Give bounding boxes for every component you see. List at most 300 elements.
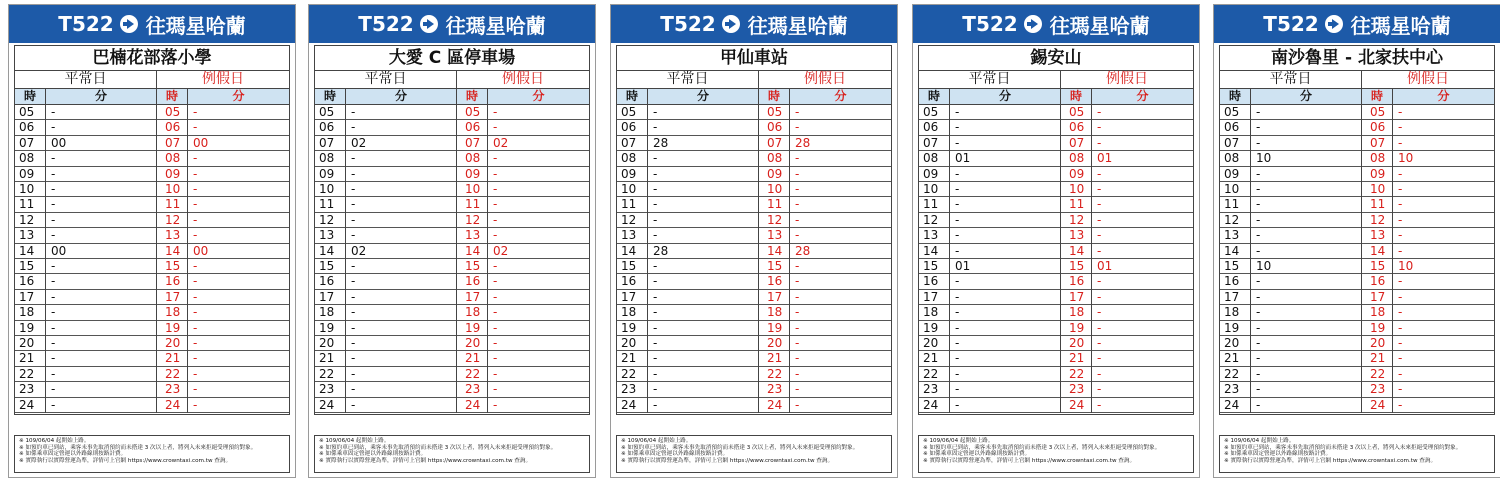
holiday-hour: 05	[767, 105, 783, 119]
holiday-hour: 06	[1370, 120, 1386, 135]
hour-row	[315, 197, 589, 212]
hour-row	[15, 151, 289, 166]
hour-row	[1220, 244, 1494, 259]
weekday-minutes: -	[1256, 397, 1261, 412]
weekday-minutes: -	[653, 166, 658, 181]
weekday-minutes: -	[51, 336, 56, 350]
weekday-minutes: -	[955, 212, 960, 227]
weekday-hour: 13	[319, 228, 335, 243]
holiday-hour: 10	[465, 182, 481, 196]
holiday-minutes: -	[1398, 135, 1403, 150]
holiday-hour: 17	[465, 289, 481, 304]
holiday-minutes: -	[193, 197, 198, 212]
hour-row	[919, 105, 1193, 120]
holiday-hour: 14	[465, 243, 481, 258]
weekday-hour: 20	[319, 336, 335, 350]
holiday-hour: 22	[767, 366, 783, 381]
holiday-minutes: -	[1097, 182, 1102, 196]
weekday-hour: 21	[319, 351, 335, 366]
holiday-hour: 15	[465, 259, 481, 273]
column-header-row	[315, 89, 589, 105]
hour-row	[15, 398, 289, 413]
holiday-hour: 05	[465, 105, 481, 119]
holiday-minutes: -	[1398, 320, 1403, 335]
holiday-minutes: -	[1398, 336, 1403, 350]
weekday-minutes: -	[955, 289, 960, 304]
weekday-hour-header: 時	[927, 89, 940, 103]
weekday-hour: 23	[923, 382, 939, 397]
note-line: ※ 如係乘車固定營運以外路線則按路計費。	[621, 451, 729, 458]
holiday-hour: 12	[165, 212, 181, 227]
weekday-minutes: -	[351, 397, 356, 412]
holiday-minutes: -	[1097, 228, 1102, 243]
holiday-hour: 07	[1370, 135, 1386, 150]
holiday-hour: 06	[165, 120, 181, 135]
arrow-right-icon	[722, 15, 740, 33]
weekday-minutes: -	[351, 120, 356, 135]
hour-row	[315, 336, 589, 351]
weekday-minutes: -	[51, 197, 56, 212]
route-number: T522	[358, 12, 414, 36]
weekday-minutes: -	[51, 305, 56, 320]
holiday-minutes: -	[1097, 397, 1102, 412]
stop-name: 南沙魯里 - 北家扶中心	[1220, 46, 1494, 71]
schedule-table	[918, 45, 1194, 415]
holiday-minutes: -	[1398, 305, 1403, 320]
weekday-minutes: 01	[955, 259, 971, 273]
weekday-hour: 20	[19, 336, 35, 350]
direction-label: 往瑪星哈蘭	[145, 13, 246, 38]
holiday-minutes: 01	[1097, 151, 1113, 166]
holiday-label: 例假日	[502, 71, 544, 87]
timetable-panel	[8, 4, 296, 478]
weekday-minute-header: 分	[94, 89, 107, 103]
holiday-label: 例假日	[202, 71, 244, 87]
holiday-hour: 19	[465, 320, 481, 335]
weekday-minutes: -	[351, 105, 356, 119]
route-number: T522	[962, 12, 1018, 36]
hour-row	[1220, 228, 1494, 243]
weekday-hour: 07	[1224, 135, 1240, 150]
holiday-minutes: -	[1398, 243, 1403, 258]
weekday-minutes: -	[51, 166, 56, 181]
holiday-hour: 15	[1370, 259, 1386, 273]
weekday-hour: 23	[621, 382, 637, 397]
weekday-hour: 20	[923, 336, 939, 350]
weekday-hour: 15	[19, 259, 35, 273]
holiday-minute-header: 分	[532, 89, 545, 103]
holiday-hour: 08	[767, 151, 783, 166]
weekday-hour: 19	[621, 320, 637, 335]
note-line: ※ 如預約車已到站，乘客未事先取消預約而未搭達 3 次以上者，將列入未來拒絕受理預約對象。	[19, 444, 257, 451]
holiday-minutes: -	[795, 166, 800, 181]
holiday-hour: 13	[767, 228, 783, 243]
arrow-right-icon	[120, 15, 138, 33]
holiday-minutes: -	[1097, 120, 1102, 135]
weekday-minutes: -	[1256, 351, 1261, 366]
holiday-hour: 16	[1370, 274, 1386, 289]
weekday-minutes: -	[351, 382, 356, 397]
holiday-minutes: -	[493, 305, 498, 320]
weekday-minutes: -	[351, 259, 356, 273]
weekday-hour: 07	[319, 135, 335, 150]
weekday-minutes: -	[653, 212, 658, 227]
holiday-minutes: -	[193, 397, 198, 412]
weekday-hour: 08	[923, 151, 939, 166]
weekday-minutes: -	[1256, 182, 1261, 196]
hour-row	[315, 382, 589, 397]
holiday-minutes: -	[795, 336, 800, 350]
weekday-hour: 12	[923, 212, 939, 227]
hour-row	[15, 367, 289, 382]
note-line: ※ 實際執行以實際營運為準，詳情可上官網 https://www.crowntaxi.com.tw 查詢。	[923, 457, 1136, 464]
holiday-minutes: -	[493, 336, 498, 350]
timetable-panel	[1213, 4, 1500, 478]
weekday-hour: 09	[19, 166, 35, 181]
weekday-hour: 19	[1224, 320, 1240, 335]
holiday-minutes: -	[1097, 351, 1102, 366]
notes-box	[1219, 435, 1495, 473]
stop-name: 大愛 C 區停車場	[315, 46, 589, 71]
weekday-minutes: -	[653, 289, 658, 304]
hour-row	[1220, 398, 1494, 413]
weekday-minutes: -	[51, 382, 56, 397]
note-line: ※ 如係乘車固定營運以外路線則按路計費。	[319, 451, 427, 458]
holiday-hour: 09	[165, 166, 181, 181]
weekday-hour: 20	[1224, 336, 1240, 350]
column-divider	[1091, 89, 1092, 413]
holiday-label: 例假日	[1407, 71, 1449, 87]
weekday-minutes: -	[653, 228, 658, 243]
holiday-minutes: -	[193, 166, 198, 181]
hour-row	[1220, 136, 1494, 151]
holiday-minutes: -	[193, 351, 198, 366]
holiday-hour: 24	[165, 397, 181, 412]
weekday-minutes: -	[351, 228, 356, 243]
holiday-hour: 19	[1069, 320, 1085, 335]
hour-row	[15, 321, 289, 336]
weekday-label: 平常日	[1220, 70, 1362, 88]
note-line: ※ 實際執行以實際營運為準，詳情可上官網 https://www.crowntaxi.com.tw 查詢。	[621, 457, 834, 464]
holiday-minutes: -	[795, 197, 800, 212]
column-header-row	[1220, 89, 1494, 105]
weekday-hour: 22	[319, 366, 335, 381]
weekday-hour: 13	[1224, 228, 1240, 243]
holiday-hour: 23	[767, 382, 783, 397]
holiday-minutes: -	[795, 259, 800, 273]
weekday-minute-header: 分	[998, 89, 1011, 103]
weekday-hour: 22	[621, 366, 637, 381]
weekday-hour: 14	[923, 243, 939, 258]
hour-row	[617, 367, 891, 382]
arrow-right-icon	[1024, 15, 1042, 33]
hour-row	[15, 290, 289, 305]
column-divider	[187, 89, 188, 413]
hour-row	[315, 259, 589, 274]
hour-row	[919, 182, 1193, 197]
holiday-hour: 22	[1370, 366, 1386, 381]
holiday-hour: 24	[465, 397, 481, 412]
holiday-hour: 14	[165, 243, 181, 258]
weekday-minutes: -	[653, 366, 658, 381]
weekday-hour: 24	[923, 397, 939, 412]
holiday-minutes: -	[193, 120, 198, 135]
holiday-minutes: -	[1097, 336, 1102, 350]
weekday-hour: 24	[1224, 397, 1240, 412]
weekday-hour: 05	[621, 105, 637, 119]
holiday-hour: 05	[1370, 105, 1386, 119]
weekday-minutes: -	[955, 351, 960, 366]
weekday-minutes: -	[51, 228, 56, 243]
hour-row	[15, 120, 289, 135]
weekday-minutes: -	[51, 212, 56, 227]
holiday-hour: 20	[165, 336, 181, 350]
hour-row	[617, 120, 891, 135]
weekday-hour: 10	[1224, 182, 1240, 196]
weekday-hour: 12	[319, 212, 335, 227]
holiday-hour: 18	[165, 305, 181, 320]
holiday-minutes: -	[1097, 197, 1102, 212]
stop-name: 錫安山	[919, 46, 1193, 71]
weekday-minutes: -	[1256, 336, 1261, 350]
weekday-minute-header: 分	[696, 89, 709, 103]
hour-row	[617, 151, 891, 166]
holiday-minutes: 00	[193, 135, 209, 150]
schedule-table	[314, 45, 590, 415]
arrow-right-icon	[1325, 15, 1343, 33]
note-line: ※ 如係乘車固定營運以外路線則按路計費。	[19, 451, 127, 458]
column-divider	[487, 89, 488, 413]
hour-row	[315, 120, 589, 135]
holiday-minutes: -	[1398, 351, 1403, 366]
weekday-hour: 13	[923, 228, 939, 243]
weekday-hour: 08	[1224, 151, 1240, 166]
direction-label: 往瑪星哈蘭	[747, 13, 848, 38]
weekday-hour: 24	[19, 397, 35, 412]
weekday-hour: 16	[19, 274, 35, 289]
column-divider	[1060, 89, 1061, 413]
weekday-hour-header: 時	[323, 89, 336, 103]
holiday-hour: 11	[767, 197, 783, 212]
weekday-minutes: -	[653, 274, 658, 289]
holiday-hour: 06	[767, 120, 783, 135]
hour-row	[315, 351, 589, 366]
holiday-hour: 13	[1069, 228, 1085, 243]
holiday-hour: 10	[165, 182, 181, 196]
weekday-hour: 08	[19, 151, 35, 166]
holiday-minutes: -	[1398, 197, 1403, 212]
weekday-hour: 10	[319, 182, 335, 196]
holiday-minutes: -	[193, 105, 198, 119]
holiday-minutes: -	[493, 289, 498, 304]
holiday-minutes: -	[1398, 166, 1403, 181]
holiday-hour: 10	[767, 182, 783, 196]
weekday-hour: 21	[923, 351, 939, 366]
holiday-hour: 14	[767, 243, 783, 258]
hour-row	[1220, 336, 1494, 351]
hour-row	[15, 213, 289, 228]
weekday-hour: 09	[319, 166, 335, 181]
holiday-minutes: -	[493, 274, 498, 289]
holiday-hour: 21	[1370, 351, 1386, 366]
holiday-hour: 11	[1370, 197, 1386, 212]
column-divider	[1361, 89, 1362, 413]
weekday-hour: 21	[19, 351, 35, 366]
weekday-minutes: -	[955, 120, 960, 135]
hour-row	[617, 182, 891, 197]
note-line: ※ 109/06/04 起開始上路。	[923, 438, 994, 444]
holiday-minutes: -	[1097, 135, 1102, 150]
note-line: ※ 如預約車已到站，乘客未事先取消預約而未搭達 3 次以上者，將列入未來拒絕受理預約對象。	[319, 444, 557, 451]
weekday-hour-header: 時	[625, 89, 638, 103]
column-divider	[156, 89, 157, 413]
column-divider	[1250, 89, 1251, 413]
route-header	[309, 5, 595, 43]
hour-row	[15, 351, 289, 366]
holiday-hour: 16	[165, 274, 181, 289]
weekday-minutes: -	[955, 166, 960, 181]
holiday-minutes: -	[193, 151, 198, 166]
weekday-minutes: -	[351, 274, 356, 289]
route-number: T522	[58, 12, 114, 36]
weekday-hour: 05	[923, 105, 939, 119]
holiday-hour: 13	[465, 228, 481, 243]
note-line: ※ 如預約車已到站，乘客未事先取消預約而未搭達 3 次以上者，將列入未來拒絕受理預約對象。	[621, 444, 859, 451]
hour-row	[919, 305, 1193, 320]
route-header	[1214, 5, 1500, 43]
weekday-hour: 19	[923, 320, 939, 335]
holiday-minutes: -	[795, 105, 800, 119]
weekday-minute-header: 分	[394, 89, 407, 103]
holiday-hour-header: 時	[767, 89, 780, 103]
holiday-minutes: -	[1097, 289, 1102, 304]
weekday-hour: 06	[19, 120, 35, 135]
weekday-hour: 24	[621, 397, 637, 412]
weekday-minutes: -	[1256, 197, 1261, 212]
holiday-minutes: 02	[493, 243, 509, 258]
weekday-minutes: 00	[51, 243, 67, 258]
hour-row	[919, 151, 1193, 166]
hour-row	[617, 290, 891, 305]
note-line: ※ 如預約車已到站，乘客未事先取消預約而未搭達 3 次以上者，將列入未來拒絕受理預約對象。	[923, 444, 1161, 451]
weekday-minutes: -	[1256, 212, 1261, 227]
holiday-hour: 11	[1069, 197, 1085, 212]
holiday-hour: 13	[1370, 228, 1386, 243]
weekday-hour: 06	[1224, 120, 1240, 135]
holiday-minutes: 01	[1097, 259, 1113, 273]
weekday-hour: 11	[621, 197, 637, 212]
weekday-minutes: -	[351, 351, 356, 366]
hour-row	[919, 367, 1193, 382]
weekday-minutes: -	[351, 289, 356, 304]
hour-row	[1220, 182, 1494, 197]
weekday-minutes: -	[1256, 105, 1261, 119]
hour-row	[15, 228, 289, 243]
holiday-label: 例假日	[804, 71, 846, 87]
weekday-minutes: -	[351, 151, 356, 166]
hour-row	[315, 167, 589, 182]
holiday-minutes: -	[493, 259, 498, 273]
day-type-row	[315, 70, 589, 89]
weekday-minutes: -	[653, 336, 658, 350]
hour-row	[15, 167, 289, 182]
holiday-hour: 06	[1069, 120, 1085, 135]
hour-row	[919, 167, 1193, 182]
hour-row	[1220, 305, 1494, 320]
hour-row	[919, 197, 1193, 212]
weekday-minutes: -	[653, 120, 658, 135]
holiday-minutes: -	[193, 289, 198, 304]
weekday-minutes: -	[51, 366, 56, 381]
holiday-hour: 23	[1370, 382, 1386, 397]
weekday-minutes: -	[653, 320, 658, 335]
hour-row	[617, 382, 891, 397]
holiday-minutes: -	[193, 382, 198, 397]
hour-row	[1220, 290, 1494, 305]
holiday-hour: 09	[1069, 166, 1085, 181]
weekday-hour: 09	[621, 166, 637, 181]
note-line: ※ 實際執行以實際營運為準，詳情可上官網 https://www.crowntaxi.com.tw 查詢。	[19, 457, 232, 464]
holiday-hour: 15	[1069, 259, 1085, 273]
hour-row	[315, 151, 589, 166]
weekday-hour: 14	[1224, 243, 1240, 258]
day-type-row	[1220, 70, 1494, 89]
holiday-hour: 21	[465, 351, 481, 366]
holiday-minutes: 10	[1398, 151, 1414, 166]
column-header-row	[617, 89, 891, 105]
weekday-hour: 24	[319, 397, 335, 412]
holiday-hour: 24	[1069, 397, 1085, 412]
holiday-hour: 20	[1370, 336, 1386, 350]
holiday-minutes: -	[193, 366, 198, 381]
holiday-minutes: 02	[493, 135, 509, 150]
column-divider	[789, 89, 790, 413]
weekday-minutes: -	[351, 336, 356, 350]
holiday-hour: 23	[465, 382, 481, 397]
column-divider	[647, 89, 648, 413]
weekday-hour: 19	[319, 320, 335, 335]
hour-row	[617, 244, 891, 259]
weekday-hour: 21	[621, 351, 637, 366]
weekday-hour: 13	[621, 228, 637, 243]
holiday-hour: 09	[1370, 166, 1386, 181]
column-divider	[345, 89, 346, 413]
hour-row	[15, 382, 289, 397]
weekday-hour: 10	[19, 182, 35, 196]
hour-row	[315, 321, 589, 336]
weekday-hour: 17	[621, 289, 637, 304]
weekday-hour: 16	[621, 274, 637, 289]
weekday-minutes: -	[51, 182, 56, 196]
weekday-minutes: -	[51, 151, 56, 166]
column-divider	[45, 89, 46, 413]
weekday-minutes: -	[51, 120, 56, 135]
note-line: ※ 109/06/04 起開始上路。	[319, 438, 390, 444]
hour-row	[617, 351, 891, 366]
holiday-minutes: -	[1398, 120, 1403, 135]
holiday-minutes: 28	[795, 243, 811, 258]
weekday-hour: 11	[19, 197, 35, 212]
weekday-minutes: -	[51, 274, 56, 289]
holiday-hour: 12	[1370, 212, 1386, 227]
weekday-hour: 11	[1224, 197, 1240, 212]
stop-name: 甲仙車站	[617, 46, 891, 71]
hour-row	[617, 136, 891, 151]
hour-row	[617, 228, 891, 243]
weekday-minutes: -	[1256, 135, 1261, 150]
holiday-minutes: -	[795, 289, 800, 304]
holiday-hour: 13	[165, 228, 181, 243]
